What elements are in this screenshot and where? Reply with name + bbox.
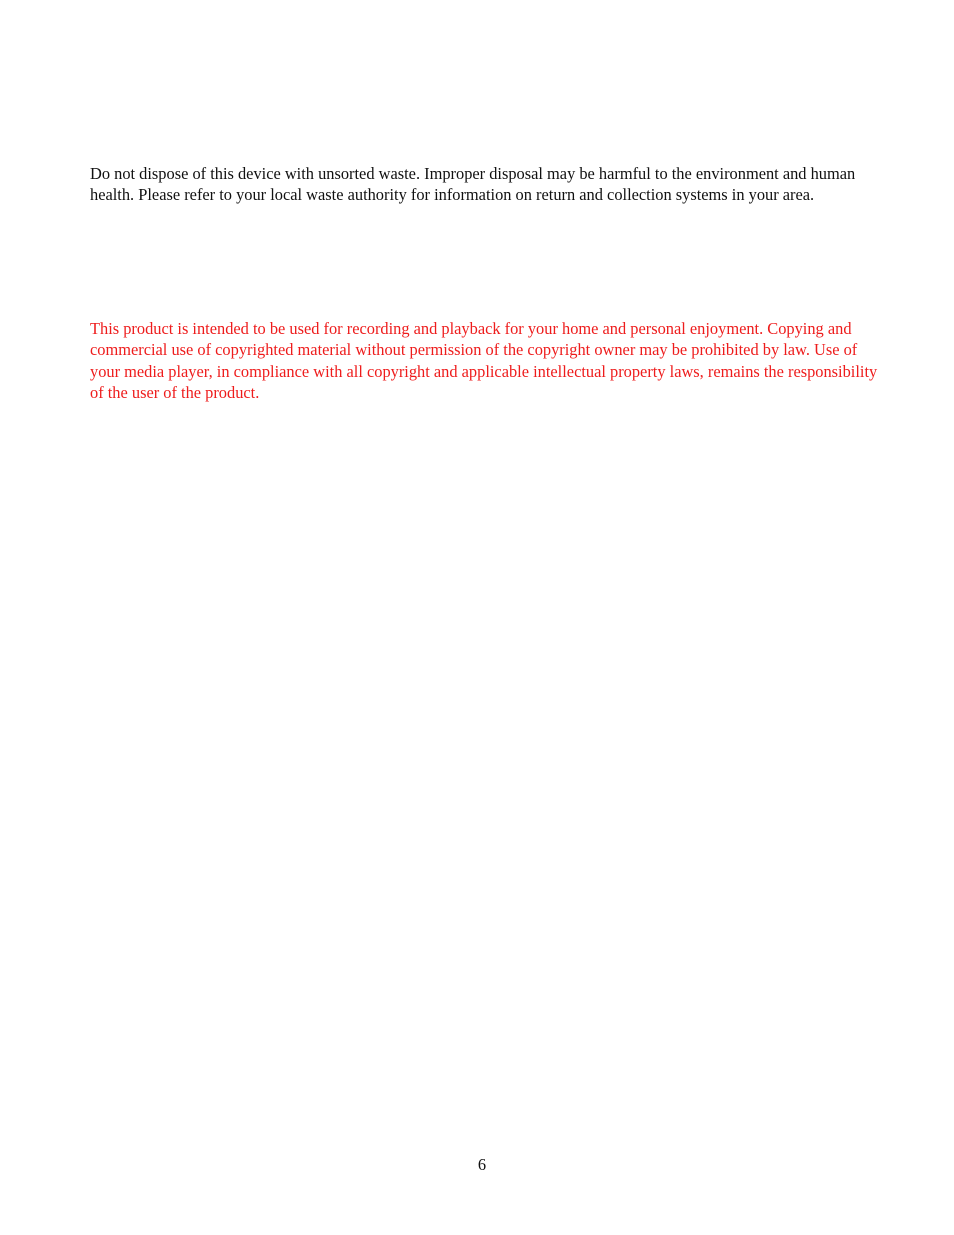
page-number: 6 [477,1155,487,1174]
copyright-notice: This product is intended to be used for recording and playback for your home and personal enjoyment. Copying and commercial use of copyrighted material without permission of the copyright owner may be prohibited by law. Use of your media player, in compliance with all copyright and applicable intellectual property laws, remains the responsibility of the user of the product. [90,319,878,403]
disposal-notice: Do not dispose of this device with unsorted waste. Improper disposal may be harmful to the environment and human health. Please refer to your local waste authority for information on return and collection systems in your area. [90,164,856,205]
